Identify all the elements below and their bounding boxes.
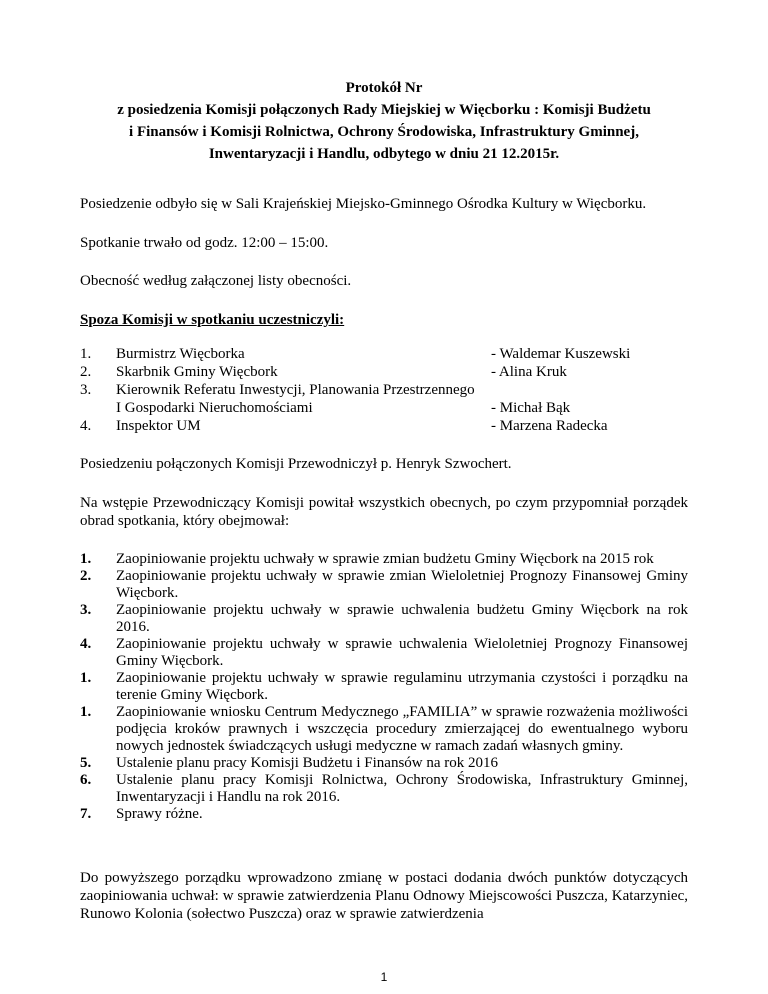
- agenda-item: [80, 806, 688, 823]
- participant-row: [80, 363, 688, 381]
- agenda-text: Zaopiniowanie projektu uchwały w sprawie regulaminu utrzymania czystości i porządku na terenie Gminy Więcbork.: [116, 670, 688, 703]
- participant-number: 2.: [80, 364, 92, 380]
- agenda-text: Zaopiniowanie projektu uchwały w sprawie uchwalenia budżetu Gminy Więcbork na rok 2016.: [116, 602, 688, 635]
- participants-list: [80, 345, 688, 435]
- agenda-number: 5.: [80, 755, 92, 771]
- participants-heading: Spoza Komisji w spotkaniu uczestniczyli:: [80, 312, 345, 328]
- chair-paragraph: Posiedzeniu połączonych Komisji Przewodniczył p. Henryk Szwochert.: [80, 456, 512, 472]
- participant-role: Skarbnik Gminy Więcbork: [116, 364, 278, 380]
- participant-name: - Marzena Radecka: [491, 418, 608, 434]
- agenda-item: [80, 602, 688, 636]
- participant-row: [80, 345, 688, 363]
- agenda-text: Ustalenie planu pracy Komisji Budżetu i Finansów na rok 2016: [116, 755, 499, 771]
- agenda-text: Sprawy różne.: [116, 806, 203, 822]
- intro-paragraph: Na wstępie Przewodniczący Komisji powitał wszystkich obecnych, po czym przypomniał porządek obrad spotkania, który obejmował:: [80, 495, 688, 529]
- agenda-list: [80, 551, 688, 823]
- attendance-paragraph: Obecność według załączonej listy obecności.: [80, 273, 352, 289]
- agenda-text: Zaopiniowanie projektu uchwały w sprawie zmian Wieloletniej Prognozy Finansowej Gminy Więcbork.: [116, 568, 688, 601]
- participant-role: Inspektor UM: [116, 418, 201, 434]
- agenda-item: [80, 636, 688, 670]
- agenda-number: 1.: [80, 704, 92, 720]
- agenda-item: [80, 704, 688, 755]
- agenda-item: [80, 568, 688, 602]
- participant-role: Burmistrz Więcborka: [116, 346, 245, 362]
- document-title: [80, 77, 688, 165]
- agenda-number: 6.: [80, 772, 92, 788]
- participant-name: - Michał Bąk: [491, 400, 571, 416]
- page-number: 1: [380, 970, 388, 984]
- participant-row: [80, 381, 688, 399]
- title-line-1: Protokół Nr: [345, 80, 423, 96]
- agenda-number: 2.: [80, 568, 92, 584]
- participant-number: 3.: [80, 382, 92, 398]
- closing-paragraph: Do powyższego porządku wprowadzono zmianę w postaci dodania dwóch punktów dotyczących zaopiniowania uchwał: w sprawie zatwierdzenia Planu Odnowy Miejscowości Puszcza, Katarzyniec, Runowo Kolonia (sołectwo Puszcza) oraz w sprawie zatwierdzenia: [80, 870, 688, 922]
- participant-role-continued: I Gospodarki Nieruchomościami: [116, 400, 313, 416]
- agenda-number: 4.: [80, 636, 92, 652]
- title-line-2: z posiedzenia Komisji połączonych Rady Miejskiej w Więcborku : Komisji Budżetu: [117, 102, 651, 118]
- agenda-text: Zaopiniowanie projektu uchwały w sprawie uchwalenia Wieloletniej Prognozy Finansowej Gminy Więcbork.: [116, 636, 688, 669]
- title-line-4: Inwentaryzacji i Handlu, odbytego w dniu 21 12.2015r.: [208, 146, 560, 162]
- participant-row: [80, 417, 688, 435]
- agenda-number: 7.: [80, 806, 92, 822]
- agenda-item: [80, 670, 688, 704]
- participant-number: 1.: [80, 346, 92, 362]
- participant-name: - Waldemar Kuszewski: [491, 346, 631, 362]
- participant-row-continued: [80, 399, 688, 417]
- participant-number: 4.: [80, 418, 92, 434]
- agenda-number: 3.: [80, 602, 92, 618]
- agenda-number: 1.: [80, 670, 92, 686]
- participant-name: - Alina Kruk: [491, 364, 567, 380]
- agenda-text: Zaopiniowanie projektu uchwały w sprawie zmian budżetu Gminy Więcbork na 2015 rok: [116, 551, 654, 567]
- location-paragraph: Posiedzenie odbyło się w Sali Krajeńskiej Miejsko-Gminnego Ośrodka Kultury w Więcborku.: [80, 196, 647, 212]
- agenda-item: [80, 755, 688, 772]
- title-line-3: i Finansów i Komisji Rolnictwa, Ochrony Środowiska, Infrastruktury Gminnej,: [129, 124, 639, 140]
- agenda-item: [80, 772, 688, 806]
- agenda-number: 1.: [80, 551, 92, 567]
- participant-role: Kierownik Referatu Inwestycji, Planowania Przestrzennego: [116, 382, 475, 398]
- time-paragraph: Spotkanie trwało od godz. 12:00 – 15:00.: [80, 235, 329, 251]
- agenda-item: [80, 551, 688, 568]
- agenda-text: Ustalenie planu pracy Komisji Rolnictwa, Ochrony Środowiska, Infrastruktury Gminnej, Inwentaryzacji i Handlu na rok 2016.: [116, 772, 688, 805]
- agenda-text: Zaopiniowanie wniosku Centrum Medycznego „FAMILIA” w sprawie rozważenia możliwości podjęcia kroków prawnych i wszczęcia procedury zmierzającej do ewentualnego wyboru nowych jednostek świadczących usługi medyczne w ramach zadań własnych gminy.: [116, 704, 688, 754]
